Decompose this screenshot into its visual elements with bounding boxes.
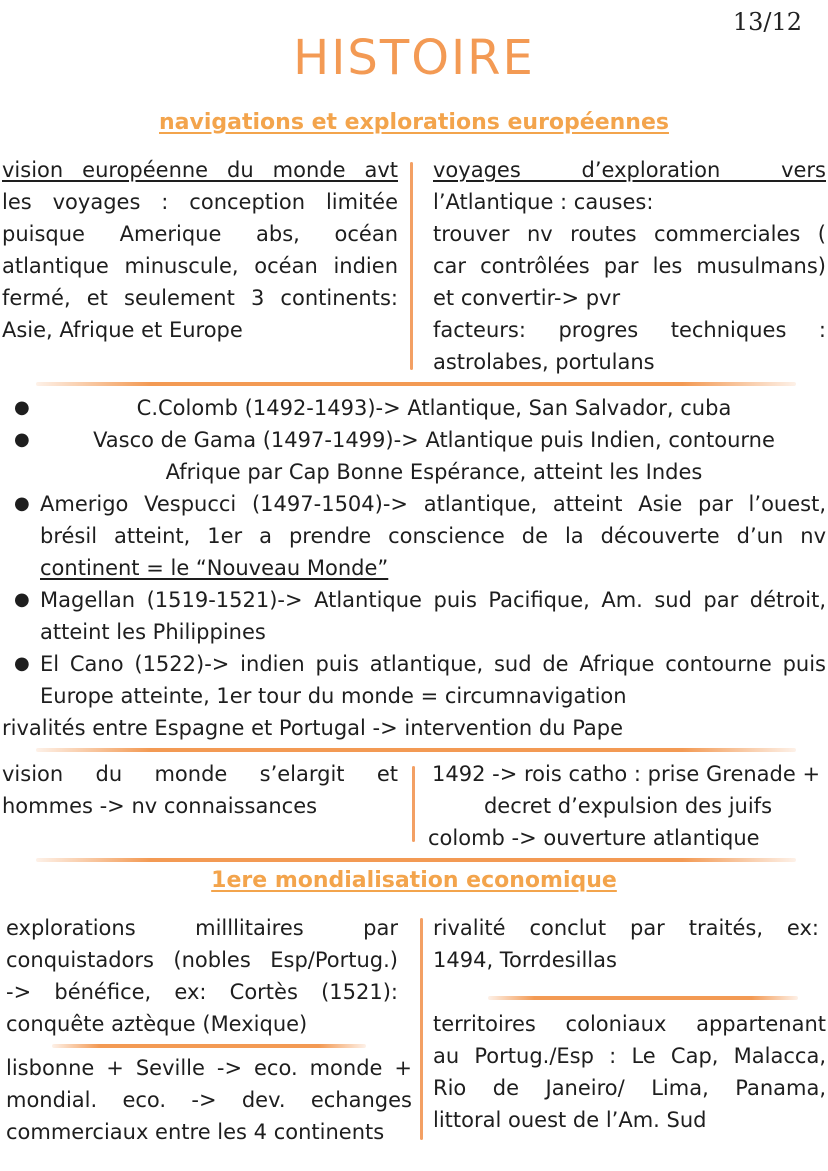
bullet2-line2: Afrique par Cap Bonne Espérance, atteint les Indes [165,460,703,484]
s3-rt-line-2: 1494, Torrdesillas [433,948,617,972]
section1-left [2,154,398,346]
section3-divider [420,918,423,1140]
s3-rb-line-4: littoral ouest de l’Am. Sud [433,1108,707,1132]
rivalry-line: rivalités entre Espagne et Portugal -> intervention du Pape [2,716,624,740]
s1-left-line-5: fermé, et seulement 3 continents: [2,286,398,310]
bullet2-line1: Vasco de Gama (1497-1499)-> Atlantique puis Indien, contourne [93,428,775,452]
section3-left-bottom [6,1052,412,1148]
section3-right-bottom [433,1008,826,1136]
bullet3-line3: continent = le “Nouveau Monde” [40,556,389,580]
date: 13/12 [732,8,802,36]
bullet3-line2: brésil atteint, 1er a prendre conscience de la découverte d’un nv [40,524,826,548]
s3-rb-line-2: au Portug./Esp : Le Cap, Malacca, [433,1044,826,1068]
s3-rb-line-3: Rio de Janeiro/ Lima, Panama, [433,1076,826,1100]
s1-right-line-3: trouver nv routes commerciales ( [433,222,826,246]
s1-right-line-7: astrolabes, portulans [433,350,655,374]
bullet5-line1: El Cano (1522)-> indien puis atlantique, sud de Afrique contourne puis [40,652,826,676]
s1-right-line-2: l’Atlantique : causes: [433,190,654,214]
section2-left [2,758,398,822]
s3-lt-line-4: conquête aztèque (Mexique) [6,1012,308,1036]
s3-rt-line-1: rivalité conclut par traités, ex: [433,916,819,940]
s1-right-line-5: et convertir-> pvr [433,286,621,310]
bullet-icon: ● [14,429,30,450]
s1-right-line-1: voyages d’exploration vers [433,158,826,182]
list-item-magellan [0,584,826,648]
bullet-icon: ● [14,589,30,610]
page-title: HISTOIRE [293,30,535,86]
bullet-icon: ● [14,397,30,418]
s3-lt-line-3: -> bénéfice, ex: Cortès (1521): [6,980,398,1004]
list-item-elcano [0,648,826,712]
s3-lt-line-2: conquistadors (nobles Esp/Portug.) [6,948,398,972]
s3-lb-line-2: mondial. eco. -> dev. echanges [6,1088,412,1112]
bullet5-line2: Europe atteinte, 1er tour du monde = circumnavigation [40,684,627,708]
section1-separator [36,382,796,386]
bullet-icon: ● [14,493,30,514]
section3-left-separator [52,1044,366,1048]
s3-lb-line-3: commerciaux entre les 4 continents [6,1120,385,1144]
s1-left-line-4: atlantique minuscule, océan indien [2,254,398,278]
s3-rb-line-1: territoires coloniaux appartenant [433,1012,826,1036]
s1-left-line-3: puisque Amerique abs, océan [2,222,398,246]
section1-divider [410,162,413,370]
bullet-icon: ● [14,653,30,674]
bullet3-line1: Amerigo Vespucci (1497-1504)-> atlantique, atteint Asie par l’ouest, [40,492,826,516]
s2-right-line-3: colomb -> ouverture atlantique [428,826,760,850]
s1-right-line-4: car contrôlées par les musulmans) [433,254,826,278]
section2-right [428,758,828,854]
s2-left-line-2: hommes -> nv connaissances [2,794,318,818]
section3-right-separator [488,996,798,1000]
bullet1-line1: C.Colomb (1492-1493)-> Atlantique, San Salvador, cuba [136,396,732,420]
list-item-vespucci [0,488,826,584]
subtitle-mondialisation: 1ere mondialisation economique [211,868,617,893]
list-item-gama [0,424,828,488]
s2-right-line-1: 1492 -> rois catho : prise Grenade + [432,762,821,786]
explorers-list [0,392,828,744]
s1-left-line-1: vision européenne du monde avt [2,158,398,182]
s1-left-line-2: les voyages : conception limitée [2,190,398,214]
section2-separator-top [36,748,796,752]
s2-right-line-2: decret d’expulsion des juifs [483,794,773,818]
s2-left-line-1: vision du monde s’elargit et [2,762,398,786]
section2-divider [412,766,415,842]
section2-separator-bottom [36,858,796,862]
bullet4-line1: Magellan (1519-1521)-> Atlantique puis Pacifique, Am. sud par détroit, [40,588,826,612]
section1-right [433,154,826,378]
section3-left-top [6,912,398,1040]
section3-right-top [433,912,819,976]
list-item-colomb [0,392,828,424]
subtitle-navigations: navigations et explorations européennes [159,110,669,135]
s1-left-line-6: Asie, Afrique et Europe [2,318,243,342]
s3-lb-line-1: lisbonne + Seville -> eco. monde + [6,1056,412,1080]
s1-right-line-6: facteurs: progres techniques : [433,318,826,342]
s3-lt-line-1: explorations milllitaires par [6,916,398,940]
bullet4-line2: atteint les Philippines [40,620,266,644]
